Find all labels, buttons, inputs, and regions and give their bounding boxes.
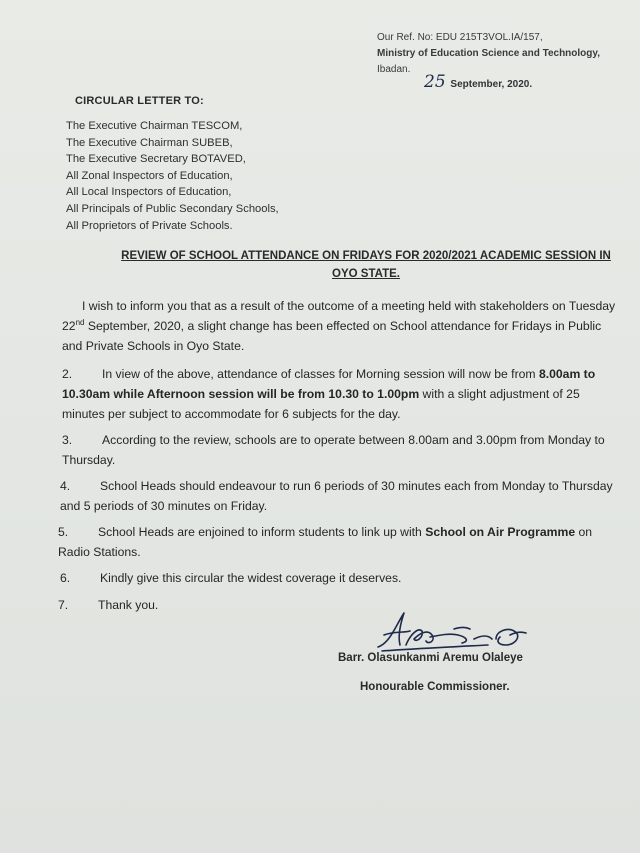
addressee-item: The Executive Chairman TESCOM, [66, 120, 243, 132]
circular-heading: CIRCULAR LETTER TO: [75, 95, 204, 107]
paragraph-1 [62, 296, 622, 356]
addressee-item: The Executive Chairman SUBEB, [66, 136, 233, 149]
handwritten-signature-icon [370, 605, 540, 655]
addressee-item: The Executive Secretary BOTAVED, [66, 153, 246, 166]
ordinal-suffix: nd [75, 317, 85, 327]
paragraph-2-text-a: In view of the above, attendance of classes for Morning session will now be from [102, 367, 539, 381]
paragraph-number: 5. [58, 525, 69, 539]
paragraph-3-text: According to the review, schools are to operate between 8.00am and 3.00pm from Monday to Thursday. [62, 433, 605, 467]
paragraph-3 [62, 430, 622, 470]
signer-title: Honourable Commissioner. [360, 681, 510, 693]
paragraph-4 [60, 476, 620, 516]
addressee-item: All Local Inspectors of Education, [66, 186, 232, 199]
paragraph-6-text: Kindly give this circular the widest coverage it deserves. [100, 571, 402, 585]
paragraph-number: 2. [62, 367, 73, 381]
paragraph-number: 6. [60, 571, 71, 585]
handwritten-date-day: 25 [424, 72, 446, 92]
addressee-item: All Proprietors of Private Schools. [66, 219, 233, 232]
paragraph-number: 3. [62, 433, 73, 447]
paragraph-2-text-b: with a slight adjustment of 25 minutes per subject to accommodate for 6 subjects for the day. [62, 387, 580, 421]
paragraph-2-bold: 8.00am to 10.30am while Afternoon session will be from 10.30 to 1.00pm [62, 367, 596, 401]
paragraph-5-text-b: on Radio Stations. [58, 525, 593, 559]
paragraph-5-bold: School on Air Programme [425, 525, 576, 539]
paragraph-2 [62, 364, 622, 424]
paragraph-7-text: Thank you. [98, 598, 159, 612]
signer-name: Barr. Olasunkanmi Aremu Olaleye [338, 652, 523, 664]
city-name: Ibadan. [377, 64, 411, 75]
paragraph-number: 4. [60, 479, 71, 493]
date-month-year: September, 2020. [450, 79, 533, 90]
addressee-list [66, 118, 279, 234]
paragraph-6 [60, 568, 620, 588]
paragraph-5-text-a: School Heads are enjoined to inform students to link up with [98, 525, 426, 539]
paragraph-1-text-a: I wish to inform you that as a result of the outcome of a meeting held with stakeholders on Tuesday 22 [62, 299, 616, 333]
addressee-item: All Zonal Inspectors of Education, [66, 169, 233, 182]
letter-date [424, 72, 532, 92]
paragraph-5 [58, 522, 623, 562]
addressee-item: All Principals of Public Secondary Schools, [66, 202, 279, 215]
reference-block [377, 30, 600, 78]
paragraph-1-text-b: September, 2020, a slight change has been effected on School attendance for Fridays in Public and Private Schools in Oyo State. [62, 319, 602, 353]
ministry-name: Ministry of Education Science and Technology, [377, 48, 600, 59]
paragraph-4-text: School Heads should endeavour to run 6 periods of 30 minutes each from Monday to Thursday and 5 periods of 30 minutes on Friday. [60, 479, 613, 513]
paragraph-number: 7. [58, 598, 69, 612]
document-title: REVIEW OF SCHOOL ATTENDANCE ON FRIDAYS FOR 2020/2021 ACADEMIC SESSION IN OYO STATE. [121, 250, 611, 280]
reference-number: Our Ref. No: EDU 215T3VOL.IA/157, [377, 32, 543, 43]
